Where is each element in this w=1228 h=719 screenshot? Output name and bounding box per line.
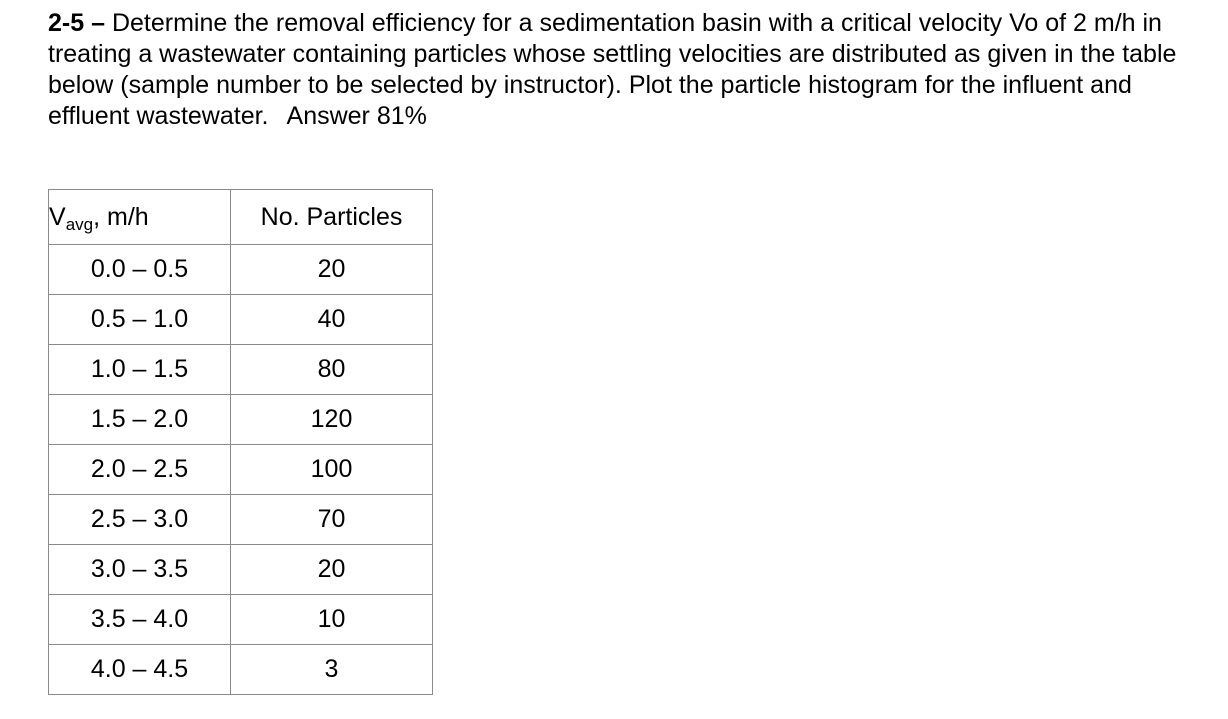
velocity-header-symbol: V xyxy=(49,202,66,231)
particle-count-cell: 120 xyxy=(231,395,433,445)
velocity-header-unit: , m/h xyxy=(93,202,149,231)
particles-column-header: No. Particles xyxy=(231,190,433,245)
velocity-range-cell: 3.0 – 3.5 xyxy=(49,545,231,595)
problem-answer: Answer 81% xyxy=(286,102,427,130)
table-row xyxy=(49,395,433,445)
particle-count-cell: 20 xyxy=(231,545,433,595)
table-row xyxy=(49,345,433,395)
problem-text: Determine the removal efficiency for a sedimentation basin with a critical velocity Vo of 2 m/h in treating a wastewater containing particles whose settling velocities are distributed as given in the table below (sample number to be selected by instructor). Plot the particle histogram for the influent and effluent wastewater. xyxy=(48,9,1177,130)
table-row xyxy=(49,445,433,495)
table-row xyxy=(49,245,433,295)
particle-count-cell: 10 xyxy=(231,595,433,645)
velocity-range-cell: 0.0 – 0.5 xyxy=(49,245,231,295)
velocity-range-cell: 3.5 – 4.0 xyxy=(49,595,231,645)
velocity-range-cell: 2.0 – 2.5 xyxy=(49,445,231,495)
settling-velocity-table xyxy=(48,189,433,695)
table-row xyxy=(49,645,433,695)
problem-statement xyxy=(48,8,1218,132)
particle-count-cell: 100 xyxy=(231,445,433,495)
particle-count-cell: 40 xyxy=(231,295,433,345)
particle-count-cell: 20 xyxy=(231,245,433,295)
particle-count-cell: 3 xyxy=(231,645,433,695)
particle-count-cell: 80 xyxy=(231,345,433,395)
table-row xyxy=(49,545,433,595)
velocity-range-cell: 1.0 – 1.5 xyxy=(49,345,231,395)
velocity-range-cell: 1.5 – 2.0 xyxy=(49,395,231,445)
velocity-column-header xyxy=(49,190,231,245)
velocity-header-subscript: avg xyxy=(65,214,94,234)
problem-number: 2-5 – xyxy=(48,9,105,37)
table-row xyxy=(49,595,433,645)
velocity-range-cell: 0.5 – 1.0 xyxy=(49,295,231,345)
particle-count-cell: 70 xyxy=(231,495,433,545)
velocity-range-cell: 2.5 – 3.0 xyxy=(49,495,231,545)
table-header-row xyxy=(49,190,433,245)
table-row xyxy=(49,495,433,545)
table-row xyxy=(49,295,433,345)
velocity-range-cell: 4.0 – 4.5 xyxy=(49,645,231,695)
